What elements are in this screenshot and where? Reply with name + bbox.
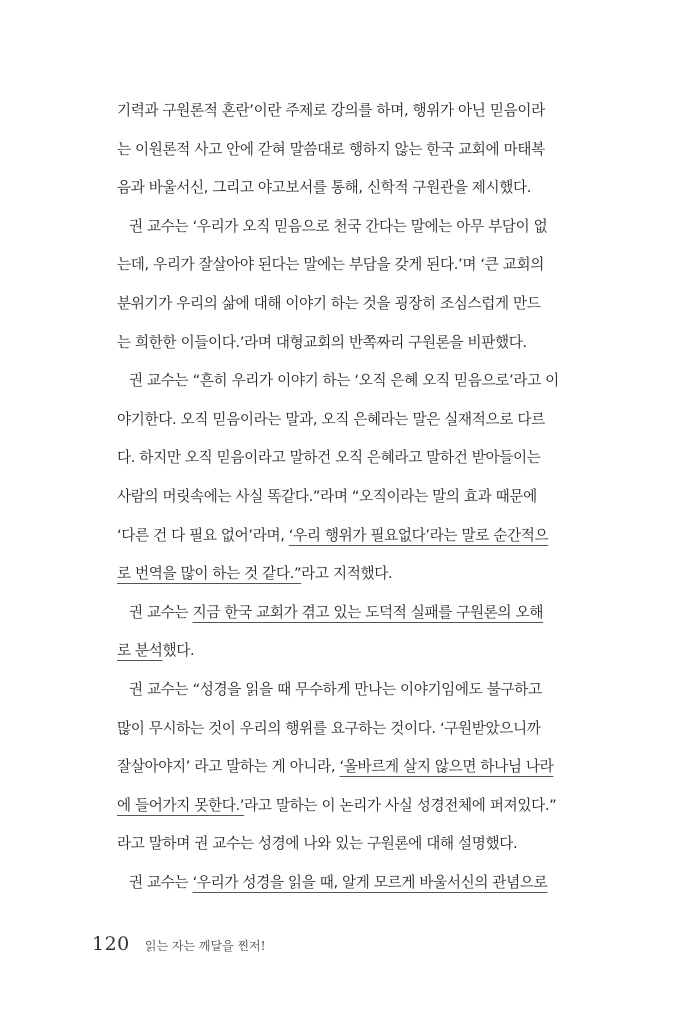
text-line	[117, 632, 585, 671]
text-segment: 다. 하지만 오직 믿음이라고 말하건 오직 은혜라고 말하건 받아들이는	[117, 449, 541, 467]
text-segment: 분위기가 우리의 삶에 대해 이야기 하는 것을 굉장히 조심스럽게 만드	[117, 294, 541, 312]
text-segment: 라고 말하며 권 교수는 성경에 나와 있는 구원론에 대해 설명했다.	[117, 835, 518, 853]
text-segment: 권 교수는 “성경을 읽을 때 무수하게 만나는 이야기임에도 불구하고	[129, 680, 542, 698]
text-segment: 는 희한한 이들이다.’라며 대형교회의 반쪽짜리 구원론을 비판했다.	[117, 333, 527, 351]
text-line	[117, 748, 585, 787]
text-segment: 권 교수는 “흔히 우리가 이야기 하는 ‘오직 은혜 오직 믿음으로’라고 이	[129, 372, 559, 390]
text-segment: 잘살아야지’ 라고 말하는 게 아니라,	[117, 758, 340, 776]
text-line	[117, 285, 585, 324]
text-segment: ‘다른 건 다 필요 없어’라며,	[117, 526, 289, 544]
text-line	[117, 169, 585, 208]
underlined-segment: ‘올바르게 살지 않으면 하나님 나라	[339, 758, 554, 776]
text-line	[117, 208, 585, 247]
text-segment: 야기한다. 오직 믿음이라는 말과, 오직 은혜라는 말은 실재적으로 다르	[117, 410, 545, 428]
text-segment: 라고 지적했다.	[301, 565, 393, 583]
text-segment: 권 교수는	[129, 603, 193, 621]
text-line	[117, 401, 585, 440]
text-segment: 는데, 우리가 잘살아야 된다는 말에는 부담을 갖게 된다.’며 ‘큰 교회의	[117, 256, 544, 274]
text-segment: 했다.	[162, 642, 195, 660]
body-text	[117, 92, 585, 902]
text-line	[117, 517, 585, 556]
text-line	[117, 246, 585, 285]
text-line	[117, 92, 585, 131]
text-line	[117, 825, 585, 864]
text-segment: 라고 말하는 이 논리가 사실 성경전체에 퍼져있다.”	[244, 796, 557, 814]
text-line	[117, 131, 585, 170]
running-title: 읽는 자는 깨달을 찐저!	[144, 939, 266, 953]
text-line	[117, 787, 585, 826]
text-line	[117, 439, 585, 478]
text-segment: 권 교수는	[129, 873, 193, 891]
text-segment: 많이 무시하는 것이 우리의 행위를 요구하는 것이다. ‘구원받았으니까	[117, 719, 541, 737]
text-line	[117, 324, 585, 363]
underlined-segment: ‘우리가 성경을 읽을 때, 알게 모르게 바울서신의 관념으로	[192, 873, 548, 891]
text-line	[117, 864, 585, 903]
text-line	[117, 671, 585, 710]
text-segment: 음과 바울서신, 그리고 야고보서를 통해, 신학적 구원관을 제시했다.	[117, 179, 532, 197]
underlined-segment: 로 분석	[117, 642, 163, 660]
underlined-segment: 에 들어가지 못한다.’	[117, 796, 245, 814]
text-segment: 기력과 구원론적 혼란’이란 주제로 강의를 하며, 행위가 아닌 믿음이라	[117, 102, 545, 119]
underlined-segment: ‘우리 행위가 필요없다’라는 말로 순간적으	[288, 526, 549, 544]
text-line	[117, 555, 585, 594]
page-footer	[92, 928, 265, 960]
text-line	[117, 478, 585, 517]
page-number: 120	[92, 933, 130, 955]
text-segment: 권 교수는 ‘우리가 오직 믿음으로 천국 간다는 말에는 아무 부담이 없	[129, 217, 548, 235]
underlined-segment: 로 번역을 많이 하는 것 같다.”	[117, 565, 302, 583]
text-segment: 는 이원론적 사고 안에 갇혀 말씀대로 행하지 않는 한국 교회에 마태복	[117, 140, 545, 158]
text-line	[117, 594, 585, 633]
underlined-segment: 지금 한국 교회가 겪고 있는 도덕적 실패를 구원론의 오해	[192, 603, 544, 621]
text-line	[117, 362, 585, 401]
text-line	[117, 710, 585, 749]
text-segment: 사람의 머릿속에는 사실 똑같다.”라며 “오직이라는 말의 효과 때문에	[117, 487, 537, 505]
